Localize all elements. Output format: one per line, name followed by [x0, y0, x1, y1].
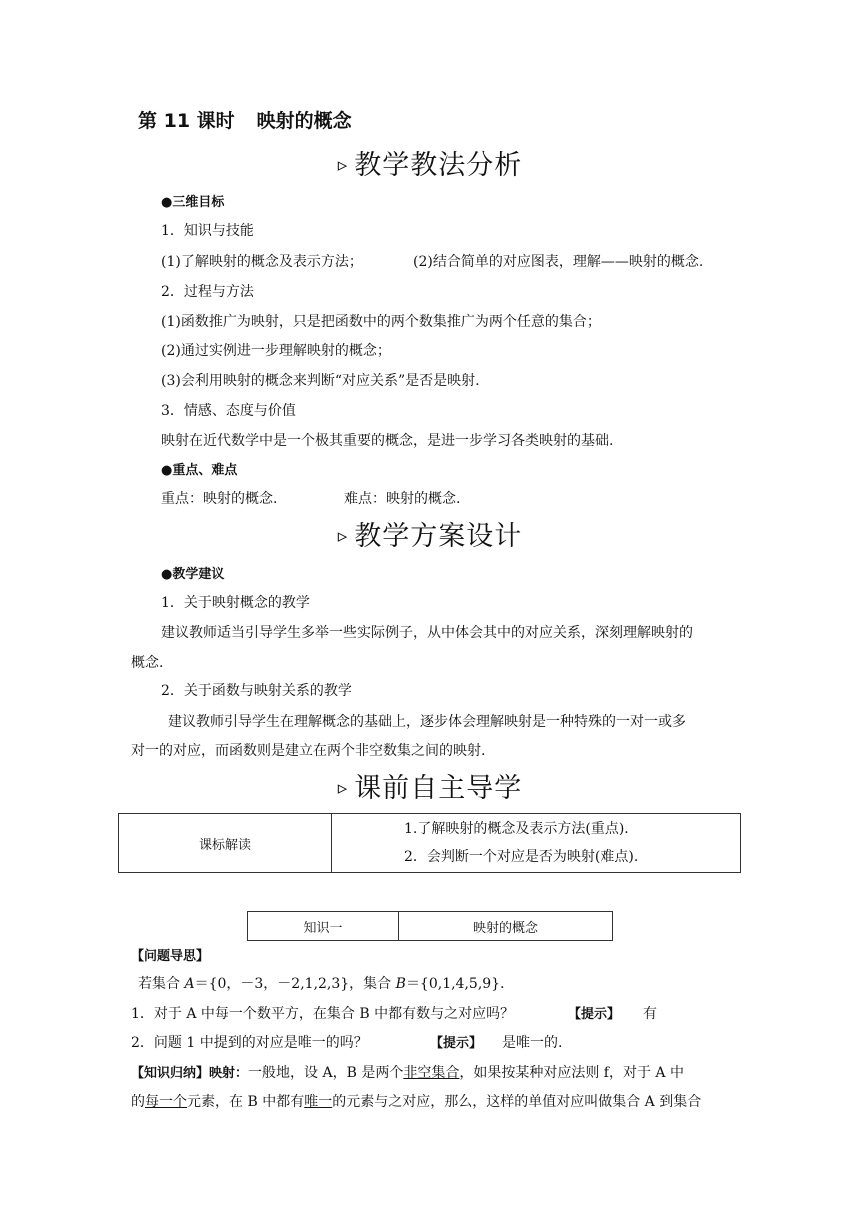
text-fragment: 元素，在 B 中都有 — [187, 1094, 305, 1110]
section-title: 教学教法分析 — [354, 150, 523, 181]
knowledge-topic: 映射的概念 — [399, 912, 613, 941]
summary-label: 【知识归纳】映射： — [131, 1066, 249, 1081]
goal-knowledge-title: 1．知识与技能 — [161, 223, 254, 239]
goal-emotion-1: 映射在近代数学中是一个极其重要的概念，是进一步学习各类映射的基础. — [161, 433, 614, 449]
triangle-icon: ▹ — [337, 777, 349, 799]
standards-table — [118, 813, 741, 873]
underlined-term: 唯一 — [304, 1094, 333, 1110]
lesson-name: 映射的概念 — [256, 110, 352, 132]
triangle-icon: ▹ — [337, 154, 349, 176]
answer-1: 有 — [643, 1006, 657, 1022]
goal-process-2: (2)通过实例进一步理解映射的概念； — [161, 343, 391, 359]
standards-content — [332, 814, 741, 873]
question-1: 1．对于 A 中每一个数平方，在集合 B 中都有数与之对应吗？ — [131, 1006, 515, 1022]
text-fragment: ＝{0，－3，－2,1,2,3}，集合 — [194, 976, 396, 992]
advice-topic-1-body-1: 建议教师适当引导学生多举一些实际例子，从中体会其中的对应关系，深刻理解映射的 — [161, 625, 693, 641]
key-heading: ●重点、难点 — [161, 463, 238, 478]
text-fragment: 若集合 — [138, 976, 185, 992]
knowledge-table — [247, 911, 613, 941]
goal-knowledge-line-a: (1)了解映射的概念及表示方法； — [161, 254, 363, 270]
goal-knowledge-line-b: (2)结合简单的对应图表，理解——映射的概念. — [413, 254, 704, 270]
section-heading-analysis — [0, 143, 860, 182]
section-heading-preview — [0, 766, 860, 805]
key-focus: 重点：映射的概念. — [161, 491, 278, 507]
hint-label-1: 【提示】 — [568, 1007, 621, 1022]
text-fragment: ，如果按某种对应法则 f，对于 A 中 — [459, 1065, 684, 1081]
section-title: 课前自主导学 — [354, 773, 523, 804]
text-fragment: 的 — [131, 1094, 145, 1110]
key-difficulty: 难点：映射的概念. — [344, 491, 461, 507]
section-heading-design — [0, 514, 860, 553]
text-fragment: ＝{0,1,4,5,9}． — [405, 976, 515, 992]
knowledge-label: 知识一 — [248, 912, 399, 941]
advice-topic-1-body-2: 概念. — [131, 655, 164, 671]
goals-heading: ●三维目标 — [161, 195, 225, 210]
text-fragment: 一般地，设 A，B 是两个 — [248, 1065, 404, 1081]
goal-process-title: 2．过程与方法 — [161, 284, 254, 300]
goal-process-3: (3)会利用映射的概念来判断“对应关系”是否是映射. — [161, 373, 480, 389]
set-a: A — [184, 976, 195, 992]
goal-process-1: (1)函数推广为映射，只是把函数中的两个数集推广为两个任意的集合； — [161, 314, 601, 330]
question-2: 2．问题 1 中提到的对应是唯一的吗？ — [131, 1035, 368, 1051]
underlined-term: 非空集合 — [403, 1065, 460, 1081]
advice-topic-2-body-1: 建议教师引导学生在理解概念的基础上，逐步体会理解映射是一种特殊的一对一或多 — [168, 714, 686, 730]
goal-emotion-title: 3．情感、态度与价值 — [161, 403, 296, 419]
summary-line-2 — [131, 1091, 701, 1111]
hint-label-2: 【提示】 — [430, 1036, 483, 1051]
set-b: B — [395, 976, 406, 992]
underlined-term: 每一个 — [145, 1094, 187, 1110]
advice-topic-2-body-2: 对一的对应，而函数则是建立在两个非空数集之间的映射. — [131, 743, 486, 759]
triangle-icon: ▹ — [337, 525, 349, 547]
standards-item-2: 2．会判断一个对应是否为映射(难点). — [404, 849, 639, 865]
lesson-number: 第 11 课时 — [138, 110, 235, 132]
advice-topic-1: 1．关于映射概念的教学 — [161, 595, 310, 611]
lesson-title — [138, 106, 352, 133]
questions-heading: 【问题导思】 — [131, 949, 210, 964]
answer-2: 是唯一的. — [502, 1035, 563, 1051]
text-fragment: 的元素与之对应，那么，这样的单值对应叫做集合 A 到集合 — [332, 1094, 702, 1110]
standards-item-1: 1.了解映射的概念及表示方法(重点). — [404, 821, 629, 837]
summary-line-1 — [131, 1062, 684, 1082]
section-title: 教学方案设计 — [354, 521, 523, 552]
advice-heading: ●教学建议 — [161, 567, 225, 582]
standards-label: 课标解读 — [119, 814, 332, 873]
advice-topic-2: 2．关于函数与映射关系的教学 — [161, 683, 352, 699]
questions-setup — [138, 973, 514, 993]
